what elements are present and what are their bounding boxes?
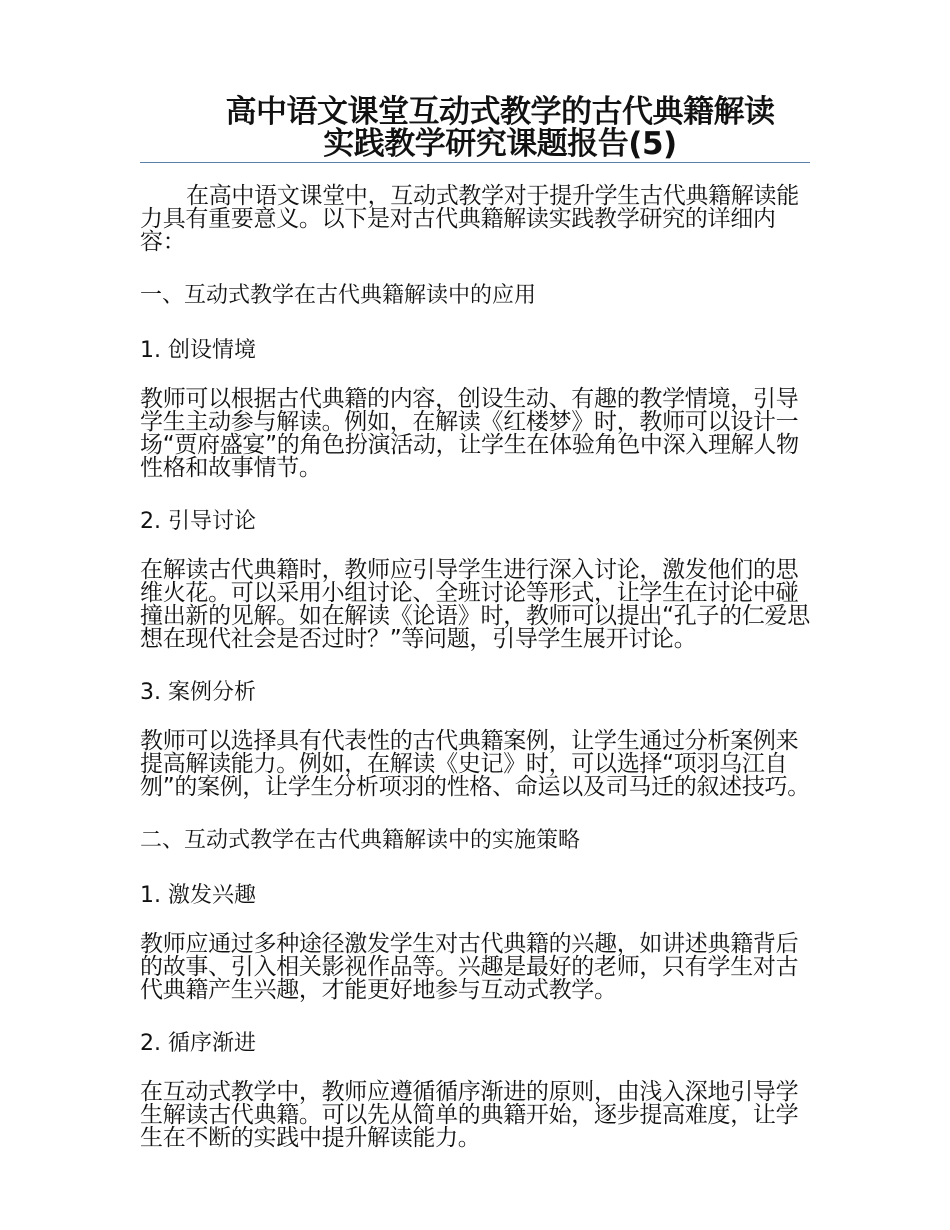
document-page <box>140 96 810 1150</box>
intro-paragraph: 在高中语文课堂中，互动式教学对于提升学生古代典籍解读能力具有重要意义。以下是对古代典籍解读实践教学研究的详细内容： <box>140 183 799 255</box>
section-2-item-2-body: 在互动式教学中，教师应遵循循序渐进的原则，由浅入深地引导学生解读古代典籍。可以先从简单的典籍开始，逐步提高难度，让学生在不断的实践中提升解读能力。 <box>140 1079 799 1151</box>
section-1-item-3-heading: 3. 案例分析 <box>140 680 256 705</box>
title-line-2: 实践教学研究课题报告(5) <box>323 126 677 162</box>
section-2-heading: 二、互动式教学在古代典籍解读中的实施策略 <box>140 828 581 853</box>
title-line-1: 高中语文课堂互动式教学的古代典籍解读 <box>225 94 775 130</box>
section-2-item-1-heading: 1. 激发兴趣 <box>140 883 256 908</box>
section-1-item-1-heading: 1. 创设情境 <box>140 338 256 363</box>
section-1-item-2-heading: 2. 引导讨论 <box>140 509 256 534</box>
section-2-item-2-heading: 2. 循序渐进 <box>140 1031 256 1056</box>
section-2-item-1-body: 教师应通过多种途径激发学生对古代典籍的兴趣，如讲述典籍背后的故事、引入相关影视作品等。兴趣是最好的老师，只有学生对古代典籍产生兴趣，才能更好地参与互动式教学。 <box>140 931 799 1003</box>
section-1-item-1-body: 教师可以根据古代典籍的内容，创设生动、有趣的教学情境，引导学生主动参与解读。例如，在解读《红楼梦》时，教师可以设计一场“贾府盛宴”的角色扮演活动，让学生在体验角色中深入理解人物性格和故事情节。 <box>140 386 799 481</box>
section-1-item-2-body: 在解读古代典籍时，教师应引导学生进行深入讨论，激发他们的思维火花。可以采用小组讨论、全班讨论等形式，让学生在讨论中碰撞出新的见解。如在解读《论语》时，教师可以提出“孔子的仁爱思想在现代社会是否过时？”等问题，引导学生展开讨论。 <box>140 557 810 652</box>
document-title <box>140 96 810 163</box>
section-1-heading: 一、互动式教学在古代典籍解读中的应用 <box>140 283 537 308</box>
section-1-item-3-body: 教师可以选择具有代表性的古代典籍案例，让学生通过分析案例来提高解读能力。例如，在解读《史记》时，可以选择“项羽乌江自刎”的案例，让学生分析项羽的性格、命运以及司马迁的叙述技巧。 <box>140 728 810 800</box>
